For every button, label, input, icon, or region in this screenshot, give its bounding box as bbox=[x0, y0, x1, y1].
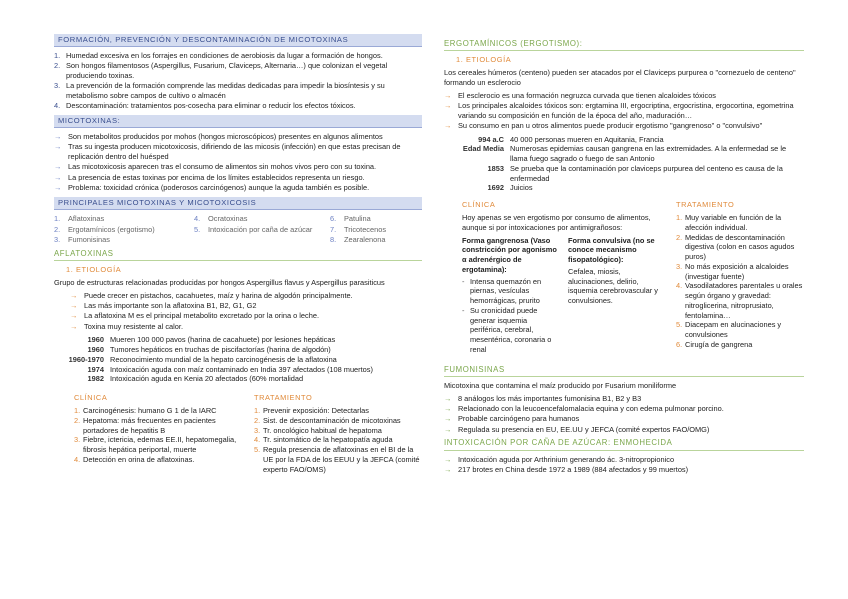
list-item: → Puede crecer en pistachos, cacahuetes, maíz y harina de algodón principalmente. bbox=[70, 290, 353, 300]
list-item: 5. Diacepam en alucinaciones y convulsiones bbox=[676, 320, 782, 340]
list-item: - Intensa quemazón en piernas, vesículas hemorrágicas, prurito bbox=[462, 276, 542, 306]
list-item: 2. Hepatoma: más frecuentes en pacientes portadores de hepatitis B bbox=[74, 415, 216, 435]
list-item: → La aflatoxina M es el principal metabolito excretado por la orina o leche. bbox=[70, 311, 319, 321]
list-item: 4. Detección en orina de aflatoxinas. bbox=[74, 454, 195, 464]
section-title-fumonisinas: FUMONISINAS bbox=[444, 365, 804, 377]
list-item: 1. Muy variable en función de la afección individual. bbox=[676, 213, 782, 232]
paragraph: Hoy apenas se ven ergotismo por consumo de alimentos, aunque si por intoxicaciones por antimigrañosos: bbox=[462, 213, 651, 232]
list-item: 2. Sist. de descontaminación de micotoxinas bbox=[254, 415, 401, 425]
list-item: 1. Prevenir exposición: Detectarlas bbox=[254, 406, 369, 415]
list-item: 6. Cirugía de gangrena bbox=[676, 339, 753, 349]
micotoxinas-list bbox=[54, 132, 422, 193]
arrow-icon: → bbox=[444, 454, 452, 464]
list-item: 8. Zearalenona bbox=[330, 235, 386, 245]
arrow-icon: → bbox=[70, 290, 78, 300]
list-item: → Son metabolitos producidos por mohos (hongos microscópicos) presentes en algunos alimentos bbox=[54, 132, 383, 142]
list-item: → Su consumo en pan u otros alimentos puede producir ergotismo "gangrenoso" o "convulsivo" bbox=[444, 120, 763, 130]
list-item: → Los principales alcaloides tóxicos son: ergtamina III, ergocriptina, ergocristina, ergocortina, egometrina variando su composición en función de la época del año, maduración… bbox=[444, 100, 794, 120]
list-item: 4. Tr. sintomático de la hepatopatía aguda bbox=[254, 435, 393, 445]
subsection-title: TRATAMIENTO bbox=[676, 200, 735, 210]
list-item: → Toxina muy resistente al calor. bbox=[70, 321, 183, 331]
list-item: 7. Tricotecenos bbox=[330, 224, 387, 234]
list-item: → Tras su ingesta producen micotoxicosis, difiriendo de las micosis (infección) en que estas precisan de replicación dentro del huésped bbox=[54, 142, 401, 162]
list-item: → 217 brotes en China desde 1972 a 1989 (884 afectados y 99 muertos) bbox=[444, 464, 689, 474]
list-item: → La presencia de estas toxinas por encima de los límites establecidos representa un riesgo. bbox=[54, 172, 365, 182]
subsection-title: CLÍNICA bbox=[74, 393, 108, 403]
arrow-icon: → bbox=[54, 172, 62, 182]
list-item: 1. Aflatoxinas bbox=[54, 213, 105, 223]
list-item: → 8 análogos los más importantes fumonisina B1, B2 y B3 bbox=[444, 393, 642, 403]
list-item: → Las micotoxicosis aparecen tras el consumo de alimentos sin mohos vivos pero con su toxina. bbox=[54, 162, 377, 172]
cana-list bbox=[444, 455, 804, 475]
list-item: 1. Carcinogénesis: humano G 1 de la IARC bbox=[74, 406, 217, 415]
list-item: - Su cronicidad puede generar isquemia periférica, cerebral, mesentérica, coronaria o renal bbox=[462, 305, 552, 354]
right-column bbox=[444, 36, 804, 479]
list-item: 3. Tr. oncológico habitual de hepatoma bbox=[254, 425, 382, 435]
list-item: 5. Regula presencia de aflatoxinas en el BI de la UE por la FDA de los EEUU y la JEFCA (comité experto FAO/OMS) bbox=[254, 445, 420, 474]
section-title-aflatoxinas: AFLATOXINAS bbox=[54, 249, 422, 261]
list-item: 4. Ocratoxinas bbox=[194, 213, 248, 223]
arrow-icon: → bbox=[54, 182, 62, 192]
arrow-icon: → bbox=[54, 132, 62, 142]
list-item: → Regulada su presencia en EU, EE.UU y JEFCA (comité expertos FAO/OMG) bbox=[444, 424, 710, 434]
arrow-icon: → bbox=[54, 162, 62, 172]
paragraph: Los cereales húmeros (centeno) pueden ser atacados por el Claviceps purpurea o "cornezuelo de centeno" formando un esclerocio bbox=[444, 68, 796, 87]
arrow-icon: → bbox=[444, 393, 452, 403]
list-item: 3. Fiebre, ictericia, edemas EE.II, hepatomegalia, fibrosis hepática periportal, muerte bbox=[74, 435, 237, 455]
left-column bbox=[54, 34, 422, 474]
paragraph: Grupo de estructuras relacionadas producidas por hongos Aspergillus flavus y Aspergillus parasiticus bbox=[54, 278, 385, 288]
list-item: 6. Patulina bbox=[330, 213, 371, 223]
arrow-icon: → bbox=[70, 321, 78, 331]
list-item: 3. Fumonisinas bbox=[54, 235, 110, 245]
arrow-icon: → bbox=[444, 100, 452, 110]
section-title-formacion: FORMACIÓN, PREVENCIÓN Y DESCONTAMINACIÓN DE MICOTOXINAS bbox=[54, 34, 422, 47]
list-item: 5. Intoxicación por caña de azúcar bbox=[194, 224, 313, 234]
subsection-title: TRATAMIENTO bbox=[254, 393, 313, 403]
list-item: → Probable carcinógeno para humanos bbox=[444, 414, 580, 424]
ergo-tratamiento bbox=[676, 197, 804, 354]
section-title-principales: PRINCIPALES MICOTOXINAS Y MICOTOXICOSIS bbox=[54, 197, 422, 210]
list-item: 3. La prevención de la formación comprende las medidas dedicadas para impedir la biosíntesis y su metabolismo sobre campos de cultivo o almacén bbox=[54, 81, 385, 101]
section-title-micotoxinas: MICOTOXINAS: bbox=[54, 115, 422, 128]
arrow-icon: → bbox=[444, 90, 452, 100]
list-item: 3. No más exposición a alcaloides (investigar fuente) bbox=[676, 261, 789, 281]
forma-convulsiva: Forma convulsiva (no se conoce mecanismo fisopatológico): Cefalea, miosis, alucinaciones, delirio, isquemia cerebrovascular y convulsiones. bbox=[568, 235, 658, 306]
ergo-timeline: 994 a.C 40 000 personas mueren en Aquitania, Francia Edad Media Numerosas epidemias causan gangrena en las extremidades. A la enfermedad se le llama fuego sagrado o fuego de san Antonio 1853 Se prueba que la contaminación por claviceps purpurea del centeno es causa de la enfermedad 1692 Juicios bbox=[462, 134, 787, 193]
formacion-list bbox=[54, 51, 422, 111]
arrow-icon: → bbox=[444, 414, 452, 424]
list-item: → El esclerocio es una formación negruzca curvada que tienen alcaloides tóxicos bbox=[444, 90, 716, 100]
arrow-icon: → bbox=[444, 464, 452, 474]
list-item: → Las más importante son la aflatoxina B1, B2, G1, G2 bbox=[70, 301, 257, 311]
ergo-clinica bbox=[444, 197, 666, 354]
aflatoxinas-tratamiento bbox=[254, 390, 422, 474]
subsection-title: 1. ETIOLOGÍA bbox=[66, 265, 122, 275]
arrow-icon: → bbox=[70, 311, 78, 321]
list-item: 2. Medidas de descontaminación digestiva (colon en casos agudos puros) bbox=[676, 232, 795, 262]
arrow-icon: → bbox=[444, 404, 452, 414]
subsection-title: CLÍNICA bbox=[462, 200, 496, 210]
aflatoxinas-timeline: 1960 Mueren 100 000 pavos (harina de cacahuete) por lesiones hepáticas 1960 Tumores hepáticos en truchas de piscifactorías (harina de algodón) 1960-1970 Reconocimiento mundial de la hepato carcinogénesis de la aflatoxina 1974 Intoxicación aguda con maíz contaminado en India 397 afectados (108 muertos) 1982 Intoxicación aguda en Kenia 20 afectados (60% mortalidad bbox=[68, 335, 373, 384]
list-item: → Relacionado con la leucoencefalomalacia equina y con edema pulmonar porcino. bbox=[444, 404, 724, 414]
subsection-title: 1. ETIOLOGÍA bbox=[456, 55, 512, 65]
section-title-ergotaminicos: ERGOTAMÍNICOS (ERGOTISMO): bbox=[444, 39, 804, 51]
list-item: 1. Humedad excesiva en los forrajes en condiciones de aerobiosis da lugar a formación de hongos. bbox=[54, 51, 383, 61]
forma-gangrenosa: Forma gangrenosa (Vaso constricción por agonismo α adrenérgico de ergotamina): - Intensa quemazón en piernas, vesículas hemorrágicas, prurito - Su cronicidad puede generar isquemia periférica, cerebral, mesentérica, coronaria o renal bbox=[462, 236, 560, 355]
ergo-list bbox=[444, 91, 804, 131]
list-item: 2. Ergotamínicos (ergotismo) bbox=[54, 224, 155, 234]
fumo-list bbox=[444, 394, 804, 435]
arrow-icon: → bbox=[444, 120, 452, 130]
paragraph: Micotoxina que contamina el maíz producido por Fusarium moniliforme bbox=[444, 381, 677, 390]
arrow-icon: → bbox=[54, 142, 62, 152]
list-item: 4. Vasodilatadores parentales u orales según órgano y gravedad: nitroglicerina, nitroprusiato, fentolamina… bbox=[676, 281, 803, 320]
arrow-icon: → bbox=[444, 424, 452, 434]
aflatoxinas-clinica bbox=[74, 390, 242, 474]
list-item: → Intoxicación aguda por Arthrinium generando ác. 3-nitropropionico bbox=[444, 454, 675, 464]
aflatoxinas-list bbox=[54, 291, 422, 332]
list-item: 4. Descontaminación: tratamientos pos-cosecha para eliminar o reducir los efectos tóxicos. bbox=[54, 101, 356, 111]
list-item: → Problema: toxicidad crónica (poderosos carcinógenos) aunque la aguda también es posible. bbox=[54, 182, 370, 192]
list-item: 2. Son hongos filamentosos (Aspergillus, Fusarium, Claviceps, Alternaria…) que colonizan el vegetal produciendo toxinas. bbox=[54, 61, 388, 81]
section-title-cana: INTOXICACIÓN POR CAÑA DE AZÚCAR: ENMOHECIDA bbox=[444, 438, 804, 450]
arrow-icon: → bbox=[70, 301, 78, 311]
principales-grid bbox=[54, 214, 422, 245]
